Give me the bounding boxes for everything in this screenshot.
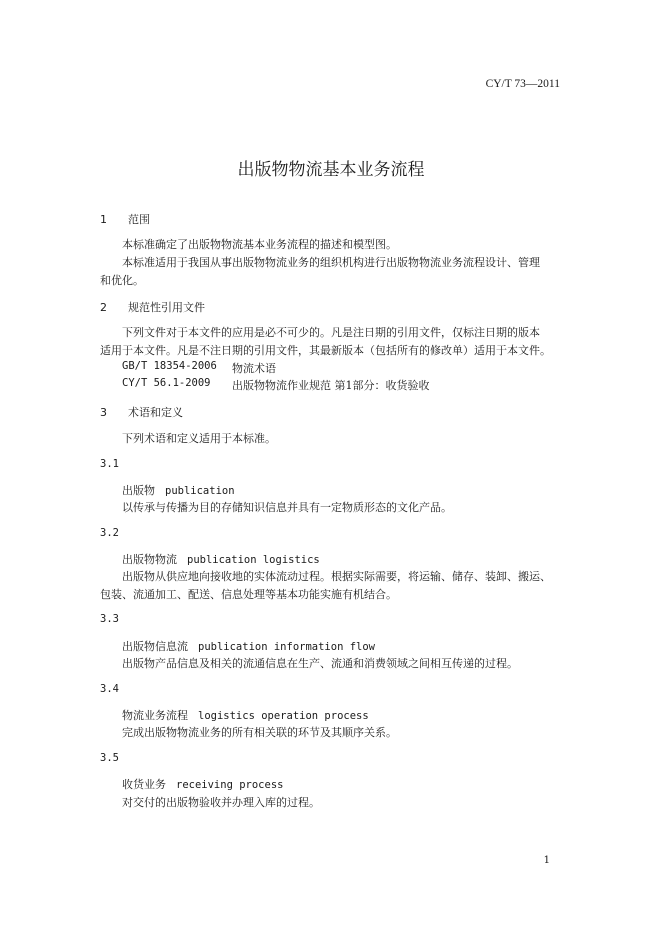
section-title: 术语和定义	[128, 406, 183, 419]
section-title: 规范性引用文件	[128, 301, 205, 314]
term-zh: 出版物信息流	[122, 640, 188, 653]
term-number: 3.2	[100, 527, 119, 539]
section-2-paragraph-line-1: 下列文件对于本文件的应用是必不可少的。凡是注日期的引用文件，仅标注日期的版本	[122, 326, 540, 339]
section-1-heading	[100, 211, 150, 227]
page-number: 1	[543, 855, 550, 866]
reference-item	[122, 377, 542, 392]
reference-code: GB/T 18354-2006	[122, 360, 217, 372]
term-heading	[122, 551, 320, 567]
term-en: receiving process	[176, 779, 284, 791]
term-zh: 收货业务	[122, 778, 166, 791]
term-definition: 对交付的出版物验收并办理入库的过程。	[122, 796, 320, 809]
reference-name: 出版物物流作业规范 第1部分：收货验收	[232, 379, 430, 392]
section-2-paragraph-line-2: 适用于本文件。凡是不注日期的引用文件，其最新版本（包括所有的修改单）适用于本文件。	[100, 344, 551, 357]
section-title: 范围	[128, 213, 150, 226]
term-number: 3.5	[100, 752, 119, 764]
term-en: publication	[165, 485, 235, 497]
term-number: 3.4	[100, 683, 119, 695]
standard-code: CY/T 73—2011	[485, 78, 560, 90]
term-heading	[122, 482, 235, 498]
section-2-heading	[100, 299, 205, 315]
term-definition: 以传承与传播为目的存储知识信息并具有一定物质形态的文化产品。	[122, 501, 452, 514]
term-en: publication logistics	[187, 554, 320, 566]
term-zh: 出版物物流	[122, 553, 177, 566]
term-heading	[122, 707, 369, 723]
section-number: 2	[100, 301, 107, 314]
term-en: logistics operation process	[198, 710, 369, 722]
reference-item	[122, 360, 542, 375]
section-1-paragraph-2-line-1: 本标准适用于我国从事出版物物流业务的组织机构进行出版物物流业务流程设计、管理	[122, 256, 540, 269]
term-heading	[122, 638, 375, 654]
section-1-paragraph-1: 本标准确定了出版物物流基本业务流程的描述和模型图。	[122, 238, 397, 251]
term-definition: 完成出版物物流业务的所有相关联的环节及其顺序关系。	[122, 726, 397, 739]
term-number: 3.3	[100, 613, 119, 625]
term-definition-continued: 包装、流通加工、配送、信息处理等基本功能实施有机结合。	[100, 588, 397, 601]
section-1-paragraph-2-line-2: 和优化。	[100, 274, 144, 287]
document-title: 出版物物流基本业务流程	[237, 160, 425, 180]
section-3-intro: 下列术语和定义适用于本标准。	[122, 432, 276, 445]
term-definition: 出版物产品信息及相关的流通信息在生产、流通和消费领域之间相互传递的过程。	[122, 657, 518, 670]
term-heading	[122, 776, 283, 792]
term-definition: 出版物从供应地向接收地的实体流动过程。根据实际需要，将运输、储存、装卸、搬运、	[122, 570, 551, 583]
term-number: 3.1	[100, 458, 119, 470]
term-zh: 出版物	[122, 484, 155, 497]
term-zh: 物流业务流程	[122, 709, 188, 722]
section-number: 1	[100, 213, 107, 226]
term-en: publication information flow	[198, 641, 376, 653]
section-number: 3	[100, 406, 107, 419]
section-3-heading	[100, 404, 183, 420]
reference-name: 物流术语	[232, 362, 276, 375]
reference-code: CY/T 56.1-2009	[122, 377, 211, 389]
